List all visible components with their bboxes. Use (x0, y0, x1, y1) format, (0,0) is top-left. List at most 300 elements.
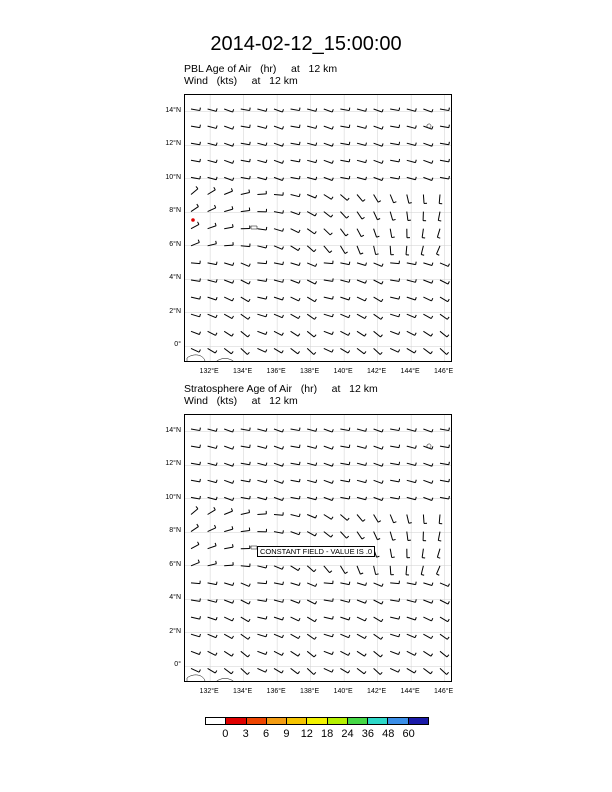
wind-barb (340, 479, 349, 482)
wind-barb (191, 445, 200, 448)
wind-barb (357, 263, 366, 266)
colorbar-label: 18 (321, 728, 334, 740)
wind-barb (257, 581, 266, 584)
wind-barb (340, 125, 349, 128)
colorbar-label: 24 (341, 728, 354, 740)
colorbar-swatch (409, 718, 428, 724)
coastline (251, 226, 257, 229)
lat-tick-label: 12°N (165, 140, 181, 148)
lat-tick-label: 4°N (169, 594, 181, 602)
wind-barb (423, 160, 432, 163)
wind-barb (224, 600, 233, 603)
wind-barb (390, 462, 399, 465)
wind-barb (224, 544, 233, 549)
wind-barb (257, 634, 266, 637)
wind-barb (324, 634, 333, 637)
wind-barb (191, 222, 199, 229)
wind-barb (307, 195, 316, 199)
colorbar-swatch (206, 718, 226, 724)
wind-barb (274, 314, 283, 318)
wind-barb (191, 542, 199, 549)
wind-barb (274, 463, 283, 466)
wind-barb (274, 582, 283, 585)
wind-barb (224, 206, 233, 211)
wind-barb (257, 348, 266, 352)
wind-barb (390, 331, 399, 334)
wind-barb (274, 446, 283, 449)
wind-barb (390, 581, 399, 584)
wind-barb (191, 524, 198, 532)
page-title: 2014-02-12_15:00:00 (210, 33, 402, 55)
lon-tick-label: 144°E (400, 688, 420, 695)
wind-barb (241, 528, 250, 532)
lat-tick-label: 0° (174, 341, 181, 349)
colorbar-label: 6 (263, 728, 270, 740)
wind-barb (390, 261, 399, 264)
wind-barb (191, 560, 199, 566)
map-panel-pbl (184, 94, 452, 362)
wind-barb (241, 108, 250, 111)
wind-barb (191, 204, 198, 212)
wind-barb (257, 446, 266, 449)
wind-barb (340, 515, 349, 521)
wind-barb (208, 108, 217, 111)
wind-barb (291, 566, 300, 571)
wind-barb (208, 651, 217, 655)
wind-barb (208, 480, 217, 483)
wind-barb (241, 445, 250, 448)
wind-barb (390, 598, 399, 601)
wind-barb (423, 314, 432, 318)
lon-tick-label: 144°E (400, 368, 420, 375)
wind-barb (390, 108, 399, 111)
wind-barb (208, 348, 217, 353)
wind-barb (357, 497, 366, 500)
wind-barb (357, 600, 366, 603)
wind-barb (208, 582, 217, 585)
wind-barb (324, 296, 333, 299)
wind-barb (241, 331, 250, 337)
wind-barb (191, 428, 200, 431)
wind-barb (257, 261, 266, 264)
wind-barb (224, 160, 233, 163)
wind-barb (241, 348, 250, 354)
wind-barb (307, 497, 316, 500)
wind-barb (291, 617, 300, 621)
wind-barb (340, 582, 349, 585)
wind-barb (241, 159, 250, 162)
wind-barb (436, 246, 440, 255)
wind-barb (274, 668, 283, 673)
wind-barb (357, 177, 366, 180)
panel2-subtitle: Wind (kts) at 12 km (184, 395, 298, 407)
wind-barb (191, 314, 200, 317)
wind-barb (423, 668, 432, 673)
wind-barb (324, 446, 333, 449)
wind-barb (224, 242, 233, 246)
wind-barb (291, 280, 300, 283)
wind-barb (208, 561, 217, 566)
wind-barb (390, 634, 399, 637)
wind-barb (257, 511, 266, 515)
wind-barb (291, 600, 300, 603)
wind-barb (440, 348, 449, 354)
wind-barb (191, 240, 199, 246)
wind-barb (241, 668, 250, 674)
wind-barb (423, 480, 432, 483)
wind-barb (407, 160, 416, 163)
wind-barb (208, 126, 217, 129)
wind-barb (307, 446, 316, 449)
wind-barb (390, 246, 394, 255)
wind-barb (357, 212, 365, 219)
wind-barb (374, 348, 383, 354)
wind-barb (437, 229, 440, 238)
wind-barb (208, 507, 216, 514)
wind-barb (374, 532, 381, 540)
wind-barb (423, 280, 432, 283)
wind-barb (374, 126, 383, 129)
wind-barb (423, 126, 432, 129)
wind-barb (324, 566, 332, 573)
wind-barb (407, 279, 416, 282)
wind-barb (324, 515, 333, 520)
wind-barb (208, 543, 217, 549)
wind-barb (423, 600, 432, 603)
wind-barb (291, 668, 300, 673)
map-panel-stratosphere (184, 414, 452, 682)
wind-barb (340, 195, 349, 201)
lat-tick-label: 10°N (165, 173, 181, 181)
colorbar-label: 9 (283, 728, 290, 740)
wind-barb (357, 108, 366, 111)
wind-barb (357, 348, 366, 353)
wind-barb (208, 497, 217, 500)
wind-barb (257, 126, 266, 129)
wind-barb (407, 428, 416, 431)
wind-barb (224, 583, 233, 586)
wind-barb (208, 525, 216, 532)
wind-barb (407, 668, 416, 673)
lon-tick-label: 142°E (367, 688, 387, 695)
wind-barb (274, 348, 283, 353)
wind-barb (291, 229, 300, 233)
lat-tick-label: 0° (174, 661, 181, 669)
wind-barb (357, 634, 366, 638)
wind-barb (208, 331, 217, 335)
wind-barb (422, 229, 425, 238)
wind-barb (423, 212, 426, 221)
wind-barb (257, 108, 266, 111)
wind-barb (406, 566, 409, 575)
wind-barb (357, 617, 366, 621)
wind-barb (340, 297, 349, 300)
wind-barb (307, 314, 316, 319)
lat-tick-label: 2°N (169, 307, 181, 315)
wind-barb (241, 280, 250, 284)
wind-barb (374, 480, 383, 483)
wind-barb (324, 331, 333, 334)
wind-barb (291, 297, 300, 301)
lon-tick-label: 136°E (266, 688, 286, 695)
colorbar-label: 60 (402, 728, 415, 740)
wind-barb (324, 480, 333, 483)
wind-barb (340, 668, 349, 673)
wind-barb (357, 532, 365, 539)
wind-barb (191, 616, 200, 619)
wind-barb (324, 348, 333, 352)
wind-barb (422, 549, 425, 558)
wind-barb (307, 229, 316, 234)
wind-barb (324, 143, 333, 146)
wind-barb (241, 142, 250, 145)
wind-barb (191, 331, 200, 334)
wind-barb (241, 651, 250, 657)
colorbar-label: 12 (300, 728, 313, 740)
wind-barb (340, 331, 349, 335)
wind-barb (407, 651, 416, 655)
colorbar-swatch (226, 718, 246, 724)
wind-barb (390, 445, 399, 448)
wind-barb (241, 297, 250, 302)
lon-tick-label: 140°E (333, 368, 353, 375)
wind-barb (357, 480, 366, 483)
wind-barb (374, 263, 383, 267)
wind-barb (324, 581, 333, 584)
wind-barb (390, 651, 399, 654)
wind-barb (291, 108, 300, 111)
wind-barb (191, 261, 200, 264)
wind-barb (191, 296, 200, 299)
wind-barb (436, 566, 440, 575)
lat-tick-label: 8°N (169, 207, 181, 215)
wind-barb (324, 126, 333, 129)
wind-barb (340, 462, 349, 465)
wind-barb (291, 428, 300, 431)
wind-barb (390, 566, 394, 575)
lon-tick-label: 132°E (199, 368, 219, 375)
wind-barb (191, 142, 200, 145)
colorbar-label: 0 (222, 728, 229, 740)
wind-barb (340, 532, 348, 539)
wind-barb (274, 246, 283, 250)
wind-barb (340, 634, 349, 638)
lon-tick-label: 140°E (333, 688, 353, 695)
wind-barb (191, 668, 200, 672)
wind-barb (257, 651, 266, 654)
wind-barb (257, 331, 266, 334)
wind-barb (357, 651, 366, 656)
wind-barb (224, 224, 233, 229)
wind-barb (274, 634, 283, 638)
wind-barb (307, 280, 316, 284)
wind-barb (374, 160, 383, 163)
wind-barb (407, 348, 416, 353)
wind-barb (374, 280, 383, 284)
lat-tick-label: 6°N (169, 560, 181, 568)
wind-barb (224, 651, 233, 656)
wind-barb (191, 186, 198, 194)
wind-barb (423, 446, 432, 449)
wind-barb (191, 108, 200, 111)
wind-barb (357, 583, 366, 586)
wind-barb (390, 212, 395, 221)
wind-barb (390, 125, 399, 128)
wind-barb (423, 515, 427, 524)
wind-barb (440, 668, 449, 674)
wind-barb (208, 279, 217, 282)
wind-barb (208, 205, 216, 212)
panel1-subtitle: Wind (kts) at 12 km (184, 75, 298, 87)
wind-barb (407, 634, 416, 638)
wind-barb (324, 261, 333, 264)
wind-barb (208, 428, 217, 431)
wind-barb (357, 515, 365, 522)
wind-barb (307, 177, 316, 180)
wind-barb (291, 159, 300, 162)
wind-barb (421, 246, 424, 255)
wind-barb (421, 566, 424, 575)
wind-barb (208, 187, 216, 194)
wind-barb (307, 348, 316, 354)
wind-barb (257, 480, 266, 483)
wind-barb (291, 142, 300, 145)
wind-barb (324, 278, 333, 281)
wind-barb (241, 600, 250, 604)
wind-barb (307, 668, 316, 674)
wind-barb (374, 331, 383, 337)
wind-barb (291, 263, 300, 266)
wind-barb (374, 314, 383, 319)
wind-barb (241, 510, 250, 515)
wind-barb (224, 348, 233, 353)
wind-barb (257, 497, 266, 500)
coastline (187, 355, 205, 362)
wind-barb (191, 348, 200, 352)
wind-barb (191, 506, 198, 514)
wind-barb (307, 617, 316, 622)
wind-barb (307, 651, 316, 657)
colorbar (205, 717, 429, 725)
wind-barb (241, 583, 250, 587)
wind-barb (357, 566, 363, 574)
wind-barb (437, 549, 440, 558)
wind-barb (291, 194, 300, 197)
wind-barb (407, 446, 416, 449)
wind-barb (241, 546, 250, 549)
wind-barb (208, 668, 217, 673)
coastline (215, 679, 235, 683)
wind-barb (374, 651, 383, 657)
wind-barb (407, 480, 416, 483)
wind-barb (274, 651, 283, 655)
wind-barb (340, 314, 349, 318)
wind-barb (340, 428, 349, 431)
wind-barb (438, 212, 441, 221)
wind-barb (423, 331, 432, 336)
wind-barb (374, 195, 381, 203)
wind-barb (407, 262, 416, 265)
wind-barb (224, 263, 233, 266)
wind-barb (307, 331, 316, 337)
wind-barb (224, 143, 233, 146)
colorbar-swatch (388, 718, 408, 724)
wind-barb (407, 549, 410, 558)
wind-barb (291, 651, 300, 656)
wind-barb (307, 126, 316, 129)
wind-barb (340, 617, 349, 620)
wind-barb (390, 515, 396, 523)
wind-barb (208, 160, 217, 163)
wind-barb (374, 463, 383, 466)
wind-barb (224, 668, 233, 673)
lat-tick-label: 4°N (169, 274, 181, 282)
wind-barb (257, 227, 266, 230)
wind-barb (390, 314, 399, 317)
wind-barb (423, 463, 432, 466)
wind-barb (241, 208, 250, 212)
wind-barb (357, 246, 363, 254)
wind-barb (224, 126, 233, 129)
wind-barb (224, 280, 233, 283)
wind-barb (407, 212, 411, 221)
wind-barb (291, 634, 300, 638)
colorbar-label: 3 (242, 728, 249, 740)
wind-barb (307, 160, 316, 163)
wind-barb (208, 297, 217, 300)
colorbar-swatch (307, 718, 327, 724)
wind-barb (340, 445, 349, 448)
lat-tick-label: 12°N (165, 460, 181, 468)
wind-barb (241, 226, 250, 229)
colorbar-swatch (267, 718, 287, 724)
wind-barb (191, 634, 200, 637)
wind-barb (340, 142, 349, 145)
wind-barb (241, 263, 250, 267)
wind-barb (324, 463, 333, 466)
wind-barb (274, 617, 283, 620)
wind-barb (224, 562, 233, 566)
wind-barb (307, 566, 316, 572)
wind-barb (390, 296, 399, 299)
wind-barb (423, 617, 432, 621)
colorbar-swatch (348, 718, 368, 724)
wind-barb (340, 279, 349, 282)
wind-barb (257, 598, 266, 601)
wind-barb (324, 314, 333, 317)
wind-barb (423, 651, 432, 656)
wind-barb (241, 617, 250, 622)
wind-barb (374, 515, 381, 523)
wind-barb (257, 668, 266, 672)
lat-tick-label: 2°N (169, 627, 181, 635)
colorbar-swatch (287, 718, 307, 724)
wind-barb (208, 241, 217, 246)
lat-tick-label: 14°N (165, 106, 181, 114)
wind-barb (224, 331, 233, 336)
wind-barb (291, 125, 300, 128)
wind-barb (357, 428, 366, 431)
wind-barb (208, 634, 217, 638)
wind-barb (307, 246, 316, 252)
wind-barb (274, 143, 283, 146)
wind-barb (374, 229, 380, 238)
wind-barb (274, 192, 283, 195)
wind-barb (257, 278, 266, 281)
wind-barb (407, 177, 416, 180)
coastline (215, 359, 235, 363)
wind-barb (208, 599, 217, 602)
